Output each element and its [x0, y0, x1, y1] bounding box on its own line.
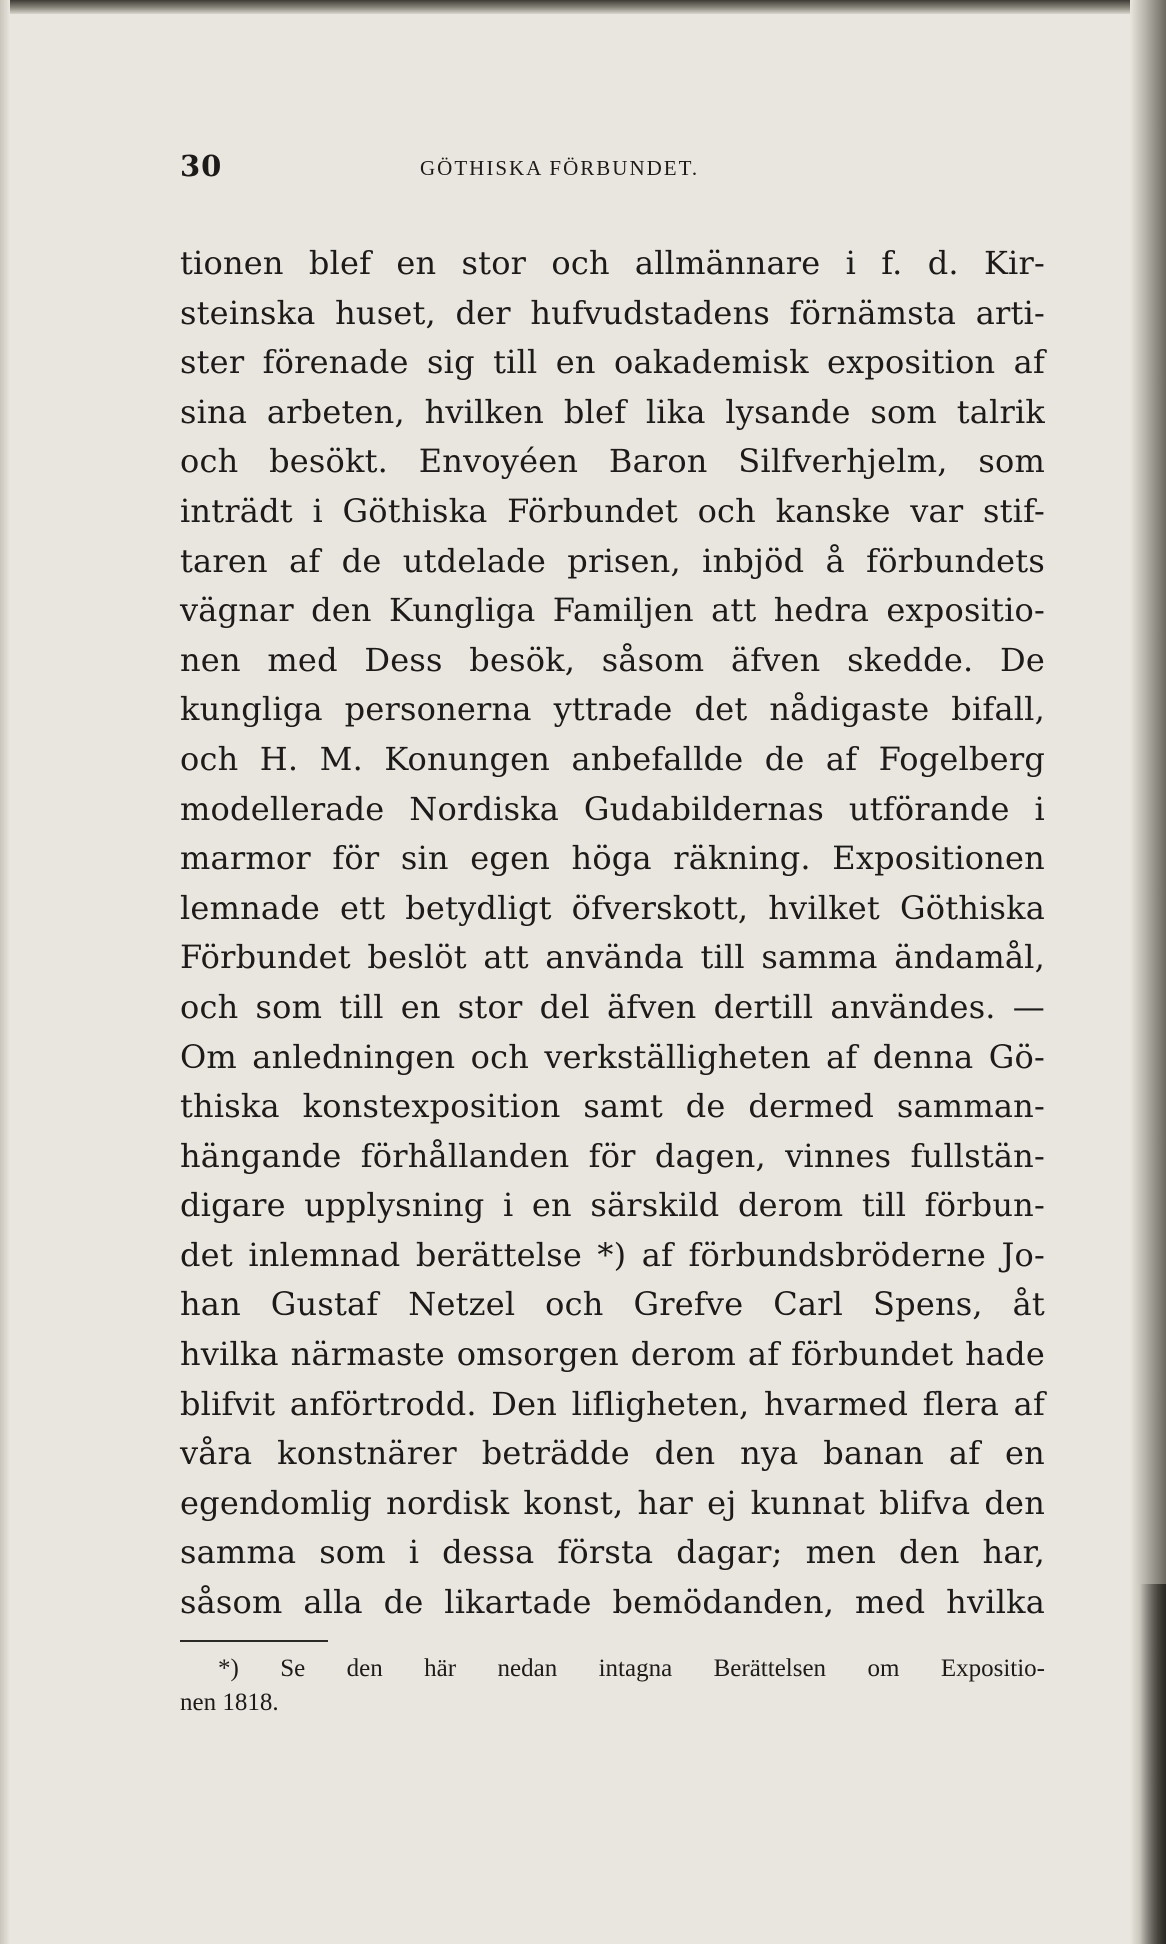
text-line: och besökt. Envoyéen Baron Silfverhjelm, som: [180, 442, 1045, 481]
text-line: taren af de utdelade prisen, inbjöd å förbundets: [180, 541, 1045, 580]
text-line: tionen blef en stor och allmännare i f. d. Kir-: [180, 244, 1045, 282]
text-line: kungliga personerna yttrade det nådigaste bifall,: [180, 690, 1045, 729]
page-left-edge: [0, 0, 10, 1944]
text-line: lemnade ett betydligt öfverskott, hvilket Göthiska: [180, 888, 1045, 927]
page-content: [180, 135, 1045, 1720]
text-line: samma som i dessa första dagar; men den har,: [180, 1533, 1045, 1572]
text-line: såsom alla de likartade bemödanden, med hvilka: [180, 1583, 1045, 1622]
page-top-shadow: [0, 0, 1166, 14]
page-number: 30: [180, 149, 223, 183]
body-text: [180, 239, 1045, 1628]
text-line: egendomlig nordisk konst, har ej kunnat blifva den: [180, 1483, 1045, 1522]
text-line: marmor för sin egen höga räkning. Expositionen: [180, 839, 1045, 878]
page-binding-shadow: [1140, 1584, 1166, 1944]
text-line: och H. M. Konungen anbefallde de af Fogelberg: [180, 739, 1045, 778]
running-title: GÖTHISKA FÖRBUNDET.: [420, 156, 700, 180]
text-line: vägnar den Kungliga Familjen att hedra expositio-: [180, 591, 1045, 630]
text-line: Om anledningen och verkställigheten af denna Gö-: [180, 1037, 1045, 1076]
text-line: modellerade Nordiska Gudabildernas utförande i: [180, 789, 1045, 828]
text-line: det inlemnad berättelse *) af förbundsbröderne Jo-: [180, 1235, 1045, 1274]
footnote-divider: [180, 1640, 328, 1642]
text-line: han Gustaf Netzel och Grefve Carl Spens, åt: [180, 1285, 1045, 1324]
text-line: och som till en stor del äfven dertill användes. —: [180, 987, 1045, 1026]
footnote-line: *) Se den här nedan intagna Berättelsen om Expositio-: [218, 1654, 1045, 1682]
footnote: [180, 1652, 1045, 1720]
text-line: hängande förhållanden för dagen, vinnes fullstän-: [180, 1136, 1045, 1175]
text-line: digare upplysning i en särskild derom till förbun-: [180, 1186, 1045, 1225]
footnote-line: nen 1818.: [180, 1688, 279, 1716]
text-line: blifvit anförtrodd. Den lifligheten, hvarmed flera af: [180, 1384, 1045, 1423]
text-line: inträdt i Göthiska Förbundet och kanske var stif-: [180, 491, 1045, 530]
text-line: hvilka närmaste omsorgen derom af förbundet hade: [180, 1335, 1045, 1374]
text-line: Förbundet beslöt att använda till samma ändamål,: [180, 938, 1045, 977]
text-line: sina arbeten, hvilken blef lika lysande som talrik: [180, 392, 1045, 431]
text-line: ster förenade sig till en oakademisk exposition af: [180, 343, 1045, 382]
text-line: steinska huset, der hufvudstadens förnämsta arti-: [180, 293, 1045, 332]
text-line: thiska konstexposition samt de dermed samman-: [180, 1087, 1045, 1126]
text-line: våra konstnärer beträdde den nya banan af en: [180, 1434, 1045, 1473]
page-header: [180, 135, 1045, 191]
text-line: nen med Dess besök, såsom äfven skedde. De: [180, 640, 1045, 679]
